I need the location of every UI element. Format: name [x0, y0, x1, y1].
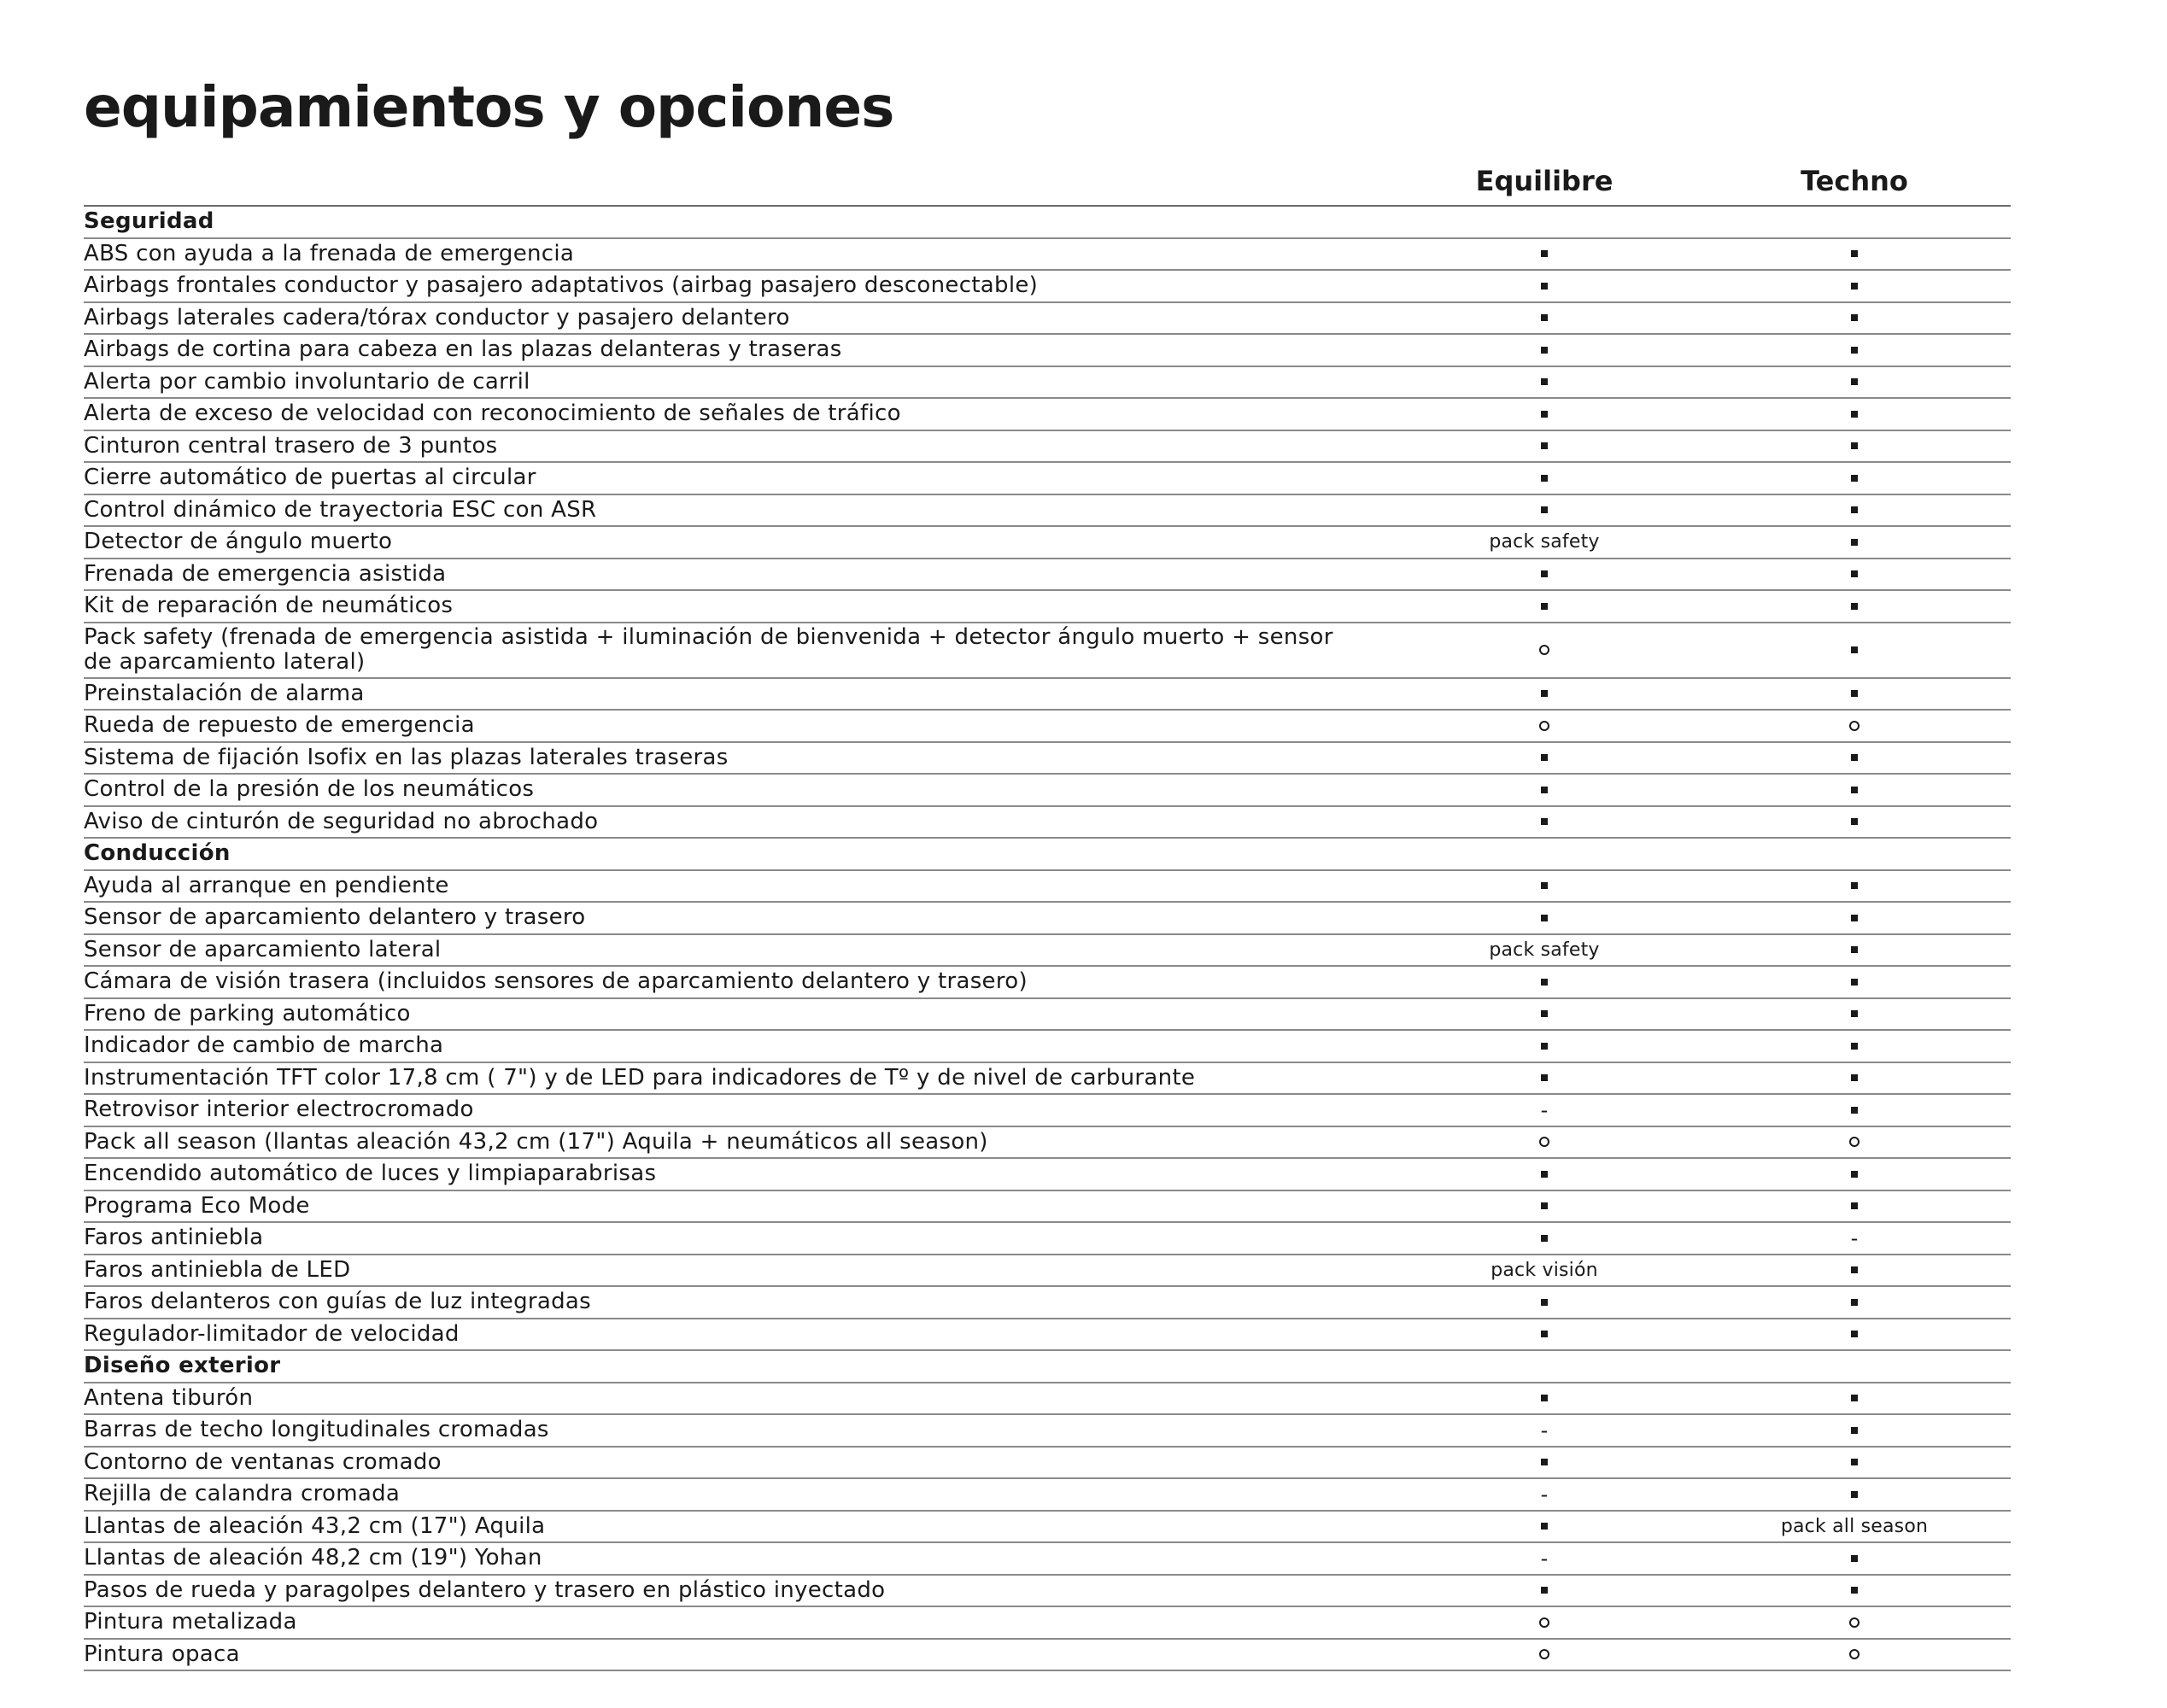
- cell-techno: [1701, 1607, 2008, 1638]
- feature-label: Sensor de aparcamiento lateral: [84, 936, 442, 962]
- standard-marker-icon: [1851, 506, 1858, 513]
- table-row: [84, 1479, 2011, 1512]
- optional-marker-icon: [1539, 721, 1549, 731]
- standard-marker-icon: [1541, 1202, 1548, 1209]
- standard-marker-icon: [1541, 475, 1548, 482]
- table-row: [84, 1640, 2011, 1672]
- standard-marker-icon: [1851, 1555, 1858, 1562]
- table-row: [84, 495, 2011, 528]
- not-available-marker: -: [1540, 1418, 1549, 1442]
- standard-marker-icon: [1541, 1235, 1548, 1242]
- cell-equilibre: [1391, 527, 1698, 558]
- section-header-row: [84, 839, 2011, 871]
- cell-equilibre: [1391, 871, 1698, 902]
- feature-label: Contorno de ventanas cromado: [84, 1448, 442, 1475]
- standard-marker-icon: [1851, 882, 1858, 889]
- feature-label: Airbags frontales conductor y pasajero adaptativos (airbag pasajero desconectable): [84, 272, 1039, 299]
- feature-label: Pintura opaca: [84, 1641, 240, 1667]
- standard-marker-icon: [1851, 818, 1858, 825]
- cell-techno: [1701, 399, 2008, 430]
- cell-techno: [1701, 431, 2008, 462]
- cell-techno: [1701, 495, 2008, 526]
- cell-equilibre: [1391, 743, 1698, 774]
- cell-techno: [1701, 1512, 2008, 1542]
- standard-marker-icon: [1541, 506, 1548, 513]
- cell-techno: [1701, 1127, 2008, 1158]
- cell-techno: [1701, 1640, 2008, 1670]
- cell-equilibre: [1391, 1223, 1698, 1254]
- standard-marker-icon: [1541, 347, 1548, 354]
- feature-label: Antena tiburón: [84, 1384, 254, 1411]
- feature-label: Faros delanteros con guías de luz integradas: [84, 1289, 591, 1315]
- table-row: [84, 775, 2011, 807]
- table-row: [84, 399, 2011, 431]
- table-row: [84, 1607, 2011, 1640]
- cell-equilibre: [1391, 399, 1698, 430]
- cell-equilibre: [1391, 807, 1698, 838]
- table-row: [84, 623, 2011, 679]
- cell-equilibre: [1391, 999, 1698, 1030]
- feature-label: Cierre automático de puertas al circular: [84, 465, 536, 491]
- standard-marker-icon: [1541, 1010, 1548, 1017]
- feature-label: Cinturon central trasero de 3 puntos: [84, 432, 498, 459]
- feature-label: Alerta de exceso de velocidad con reconocimiento de señales de tráfico: [84, 401, 901, 427]
- cell-techno: [1701, 1543, 2008, 1574]
- cell-equilibre: [1391, 1127, 1698, 1158]
- cell-techno: [1701, 1415, 2008, 1446]
- feature-label: Frenada de emergencia asistida: [84, 560, 447, 587]
- cell-techno: [1701, 1095, 2008, 1126]
- cell-equilibre: [1391, 1191, 1698, 1222]
- table-row: [84, 1319, 2011, 1352]
- cell-equilibre: [1391, 1031, 1698, 1062]
- optional-marker-icon: [1539, 645, 1549, 655]
- not-available-marker: -: [1850, 1225, 1859, 1250]
- pack-label: pack visión: [1491, 1259, 1598, 1281]
- cell-techno: [1701, 271, 2008, 301]
- standard-marker-icon: [1851, 283, 1858, 290]
- cell-techno: [1701, 1479, 2008, 1510]
- standard-marker-icon: [1851, 1331, 1858, 1337]
- standard-marker-icon: [1541, 1395, 1548, 1401]
- table-row: [84, 967, 2011, 999]
- cell-equilibre: [1391, 679, 1698, 710]
- cell-equilibre: [1391, 1479, 1698, 1510]
- cell-techno: [1701, 679, 2008, 710]
- standard-marker-icon: [1541, 283, 1548, 290]
- feature-label: Airbags de cortina para cabeza en las plazas delanteras y traseras: [84, 336, 842, 363]
- standard-marker-icon: [1541, 754, 1548, 761]
- cell-equilibre: [1391, 1512, 1698, 1542]
- cell-techno: [1701, 303, 2008, 334]
- table-row: [84, 591, 2011, 623]
- standard-marker-icon: [1851, 1171, 1858, 1178]
- feature-label: Faros antiniebla: [84, 1225, 264, 1251]
- standard-marker-icon: [1851, 539, 1858, 546]
- standard-marker-icon: [1541, 570, 1548, 577]
- standard-marker-icon: [1541, 378, 1548, 385]
- table-row: [84, 527, 2011, 559]
- cell-equilibre: [1391, 1415, 1698, 1446]
- standard-marker-icon: [1541, 1587, 1548, 1594]
- cell-equilibre: [1391, 1576, 1698, 1606]
- cell-equilibre: [1391, 1607, 1698, 1638]
- feature-label: Pintura metalizada: [84, 1609, 297, 1635]
- feature-label: Sensor de aparcamiento delantero y trasero: [84, 904, 586, 931]
- optional-marker-icon: [1849, 721, 1860, 731]
- cell-techno: [1701, 1255, 2008, 1286]
- feature-label: Detector de ángulo muerto: [84, 529, 393, 555]
- cell-equilibre: [1391, 495, 1698, 526]
- cell-equilibre: [1391, 303, 1698, 334]
- cell-techno: [1701, 1191, 2008, 1222]
- table-row: [84, 463, 2011, 495]
- table-row: [84, 1191, 2011, 1224]
- feature-label: Sistema de fijación Isofix en las plazas laterales traseras: [84, 744, 729, 770]
- cell-equilibre: [1391, 239, 1698, 270]
- optional-marker-icon: [1849, 1617, 1860, 1628]
- table-row: [84, 303, 2011, 336]
- feature-label: Instrumentación TFT color 17,8 cm ( 7") y de LED para indicadores de Tº y de nivel de carburante: [84, 1064, 1196, 1091]
- table-row: [84, 1255, 2011, 1288]
- standard-marker-icon: [1851, 347, 1858, 354]
- table-row: [84, 271, 2011, 303]
- table-row: [84, 1159, 2011, 1191]
- optional-marker-icon: [1539, 1649, 1549, 1659]
- cell-equilibre: [1391, 775, 1698, 805]
- cell-equilibre: [1391, 623, 1698, 677]
- standard-marker-icon: [1851, 1107, 1858, 1114]
- cell-techno: [1701, 967, 2008, 997]
- standard-marker-icon: [1541, 1043, 1548, 1050]
- cell-equilibre: [1391, 1383, 1698, 1414]
- standard-marker-icon: [1851, 442, 1858, 449]
- section-header-row: [84, 1351, 2011, 1383]
- cell-equilibre: [1391, 591, 1698, 622]
- table-row: [84, 1543, 2011, 1576]
- cell-equilibre: [1391, 935, 1698, 966]
- standard-marker-icon: [1851, 1043, 1858, 1050]
- standard-marker-icon: [1851, 250, 1858, 257]
- standard-marker-icon: [1851, 646, 1858, 653]
- cell-equilibre: [1391, 463, 1698, 494]
- cell-equilibre: [1391, 1640, 1698, 1670]
- table-row: [84, 903, 2011, 935]
- cell-techno: [1701, 623, 2008, 677]
- cell-equilibre: [1391, 335, 1698, 366]
- not-available-marker: -: [1540, 1097, 1549, 1122]
- cell-techno: [1701, 335, 2008, 366]
- cell-equilibre: [1391, 1159, 1698, 1190]
- section-title: Conducción: [84, 840, 231, 867]
- standard-marker-icon: [1851, 378, 1858, 385]
- cell-equilibre: [1391, 271, 1698, 301]
- table-row: [84, 367, 2011, 400]
- cell-techno: [1701, 775, 2008, 805]
- standard-marker-icon: [1851, 570, 1858, 577]
- cell-equilibre: [1391, 559, 1698, 590]
- standard-marker-icon: [1541, 250, 1548, 257]
- table-row: [84, 1415, 2011, 1448]
- cell-equilibre: [1391, 1255, 1698, 1286]
- feature-label: Barras de techo longitudinales cromadas: [84, 1417, 549, 1443]
- table-row: [84, 679, 2011, 711]
- cell-techno: [1701, 743, 2008, 774]
- pack-label: pack safety: [1489, 531, 1600, 553]
- column-header-techno: Techno: [1801, 165, 1908, 197]
- standard-marker-icon: [1541, 1299, 1548, 1306]
- standard-marker-icon: [1851, 979, 1858, 986]
- feature-label: Regulador-limitador de velocidad: [84, 1320, 460, 1347]
- cell-techno: [1701, 1063, 2008, 1094]
- feature-label: Pasos de rueda y paragolpes delantero y trasero en plástico inyectado: [84, 1576, 886, 1603]
- cell-techno: [1701, 239, 2008, 270]
- standard-marker-icon: [1541, 1074, 1548, 1081]
- cell-techno: [1701, 1159, 2008, 1190]
- feature-label: Indicador de cambio de marcha: [84, 1032, 444, 1059]
- pack-label: pack all season: [1780, 1515, 1929, 1537]
- cell-techno: [1701, 903, 2008, 933]
- table-row: [84, 999, 2011, 1032]
- feature-label: Control dinámico de trayectoria ESC con ASR: [84, 496, 597, 523]
- cell-techno: [1701, 1383, 2008, 1414]
- table-row: [84, 239, 2011, 272]
- feature-label: Preinstalación de alarma: [84, 680, 365, 706]
- standard-marker-icon: [1541, 915, 1548, 921]
- cell-equilibre: [1391, 367, 1698, 398]
- standard-marker-icon: [1851, 1010, 1858, 1017]
- cell-techno: [1701, 1031, 2008, 1062]
- standard-marker-icon: [1851, 475, 1858, 482]
- feature-label: Programa Eco Mode: [84, 1192, 310, 1219]
- cell-techno: [1701, 559, 2008, 590]
- cell-equilibre: [1391, 1287, 1698, 1318]
- cell-equilibre: [1391, 1319, 1698, 1350]
- standard-marker-icon: [1541, 314, 1548, 321]
- cell-equilibre: [1391, 1095, 1698, 1126]
- table-row: [84, 1063, 2011, 1096]
- cell-techno: [1701, 871, 2008, 902]
- standard-marker-icon: [1851, 754, 1858, 761]
- optional-marker-icon: [1539, 1617, 1549, 1628]
- feature-label: Freno de parking automático: [84, 1000, 411, 1027]
- cell-techno: [1701, 591, 2008, 622]
- table-row: [84, 1223, 2011, 1255]
- table-row: [84, 431, 2011, 464]
- section-header-row: [84, 207, 2011, 239]
- standard-marker-icon: [1851, 946, 1858, 953]
- table-row: [84, 743, 2011, 775]
- equipment-table: [84, 207, 2011, 1671]
- standard-marker-icon: [1541, 1331, 1548, 1337]
- table-row: [84, 559, 2011, 592]
- column-header-equilibre: Equilibre: [1475, 165, 1614, 197]
- standard-marker-icon: [1541, 1459, 1548, 1465]
- table-row: [84, 1287, 2011, 1319]
- feature-label: Llantas de aleación 48,2 cm (19") Yohan: [84, 1545, 542, 1571]
- cell-techno: [1701, 1448, 2008, 1478]
- standard-marker-icon: [1851, 1587, 1858, 1594]
- standard-marker-icon: [1851, 1074, 1858, 1081]
- feature-label: Pack safety (frenada de emergencia asistida + iluminación de bienvenida + detector ángulo muerto + sensor de aparcamiento lateral): [84, 624, 1333, 675]
- optional-marker-icon: [1849, 1649, 1860, 1659]
- optional-marker-icon: [1539, 1137, 1549, 1147]
- standard-marker-icon: [1851, 1459, 1858, 1465]
- page-title: equipamientos y opciones: [84, 74, 894, 140]
- standard-marker-icon: [1851, 314, 1858, 321]
- table-row: [84, 1095, 2011, 1127]
- table-row: [84, 807, 2011, 839]
- cell-techno: [1701, 1287, 2008, 1318]
- section-title: Diseño exterior: [84, 1353, 281, 1379]
- not-available-marker: -: [1540, 1546, 1549, 1571]
- standard-marker-icon: [1541, 690, 1548, 697]
- standard-marker-icon: [1541, 1171, 1548, 1178]
- table-row: [84, 711, 2011, 743]
- cell-techno: [1701, 1223, 2008, 1254]
- feature-label: Rueda de repuesto de emergencia: [84, 712, 475, 739]
- table-row: [84, 335, 2011, 367]
- standard-marker-icon: [1851, 1202, 1858, 1209]
- feature-label: Llantas de aleación 43,2 cm (17") Aquila: [84, 1512, 546, 1539]
- cell-techno: [1701, 463, 2008, 494]
- not-available-marker: -: [1540, 1482, 1549, 1506]
- standard-marker-icon: [1851, 1427, 1858, 1434]
- standard-marker-icon: [1851, 1299, 1858, 1306]
- standard-marker-icon: [1851, 1395, 1858, 1401]
- standard-marker-icon: [1851, 1266, 1858, 1273]
- cell-techno: [1701, 999, 2008, 1030]
- cell-techno: [1701, 935, 2008, 966]
- feature-label: Aviso de cinturón de seguridad no abrochado: [84, 808, 599, 834]
- feature-label: Cámara de visión trasera (incluidos sensores de aparcamiento delantero y trasero): [84, 968, 1028, 995]
- cell-equilibre: [1391, 1063, 1698, 1094]
- table-row: [84, 1576, 2011, 1608]
- section-title: Seguridad: [84, 208, 214, 235]
- standard-marker-icon: [1541, 979, 1548, 986]
- cell-equilibre: [1391, 711, 1698, 741]
- feature-label: Encendido automático de luces y limpiaparabrisas: [84, 1161, 657, 1187]
- feature-label: Control de la presión de los neumáticos: [84, 776, 535, 803]
- cell-techno: [1701, 711, 2008, 741]
- cell-techno: [1701, 1576, 2008, 1606]
- standard-marker-icon: [1851, 1491, 1858, 1498]
- standard-marker-icon: [1851, 915, 1858, 921]
- standard-marker-icon: [1541, 603, 1548, 610]
- standard-marker-icon: [1541, 411, 1548, 418]
- standard-marker-icon: [1541, 882, 1548, 889]
- cell-techno: [1701, 527, 2008, 558]
- table-row: [84, 1383, 2011, 1416]
- standard-marker-icon: [1851, 690, 1858, 697]
- table-row: [84, 1448, 2011, 1480]
- feature-label: Retrovisor interior electrocromado: [84, 1097, 474, 1123]
- cell-equilibre: [1391, 903, 1698, 933]
- cell-techno: [1701, 367, 2008, 398]
- table-row: [84, 935, 2011, 968]
- cell-techno: [1701, 807, 2008, 838]
- cell-equilibre: [1391, 431, 1698, 462]
- table-row: [84, 1512, 2011, 1544]
- feature-label: Airbags laterales cadera/tórax conductor y pasajero delantero: [84, 304, 790, 330]
- cell-equilibre: [1391, 1543, 1698, 1574]
- feature-label: Faros antiniebla de LED: [84, 1256, 351, 1283]
- standard-marker-icon: [1851, 787, 1858, 793]
- feature-label: Pack all season (llantas aleación 43,2 cm (17") Aquila + neumáticos all season): [84, 1128, 988, 1155]
- standard-marker-icon: [1541, 1523, 1548, 1530]
- feature-label: Ayuda al arranque en pendiente: [84, 872, 449, 898]
- feature-label: ABS con ayuda a la frenada de emergencia: [84, 240, 575, 266]
- table-row: [84, 1031, 2011, 1063]
- standard-marker-icon: [1541, 442, 1548, 449]
- cell-equilibre: [1391, 1448, 1698, 1478]
- standard-marker-icon: [1541, 818, 1548, 825]
- feature-label: Rejilla de calandra cromada: [84, 1481, 401, 1507]
- standard-marker-icon: [1541, 787, 1548, 793]
- table-row: [84, 1127, 2011, 1160]
- cell-techno: [1701, 1319, 2008, 1350]
- table-row: [84, 871, 2011, 904]
- standard-marker-icon: [1851, 603, 1858, 610]
- cell-equilibre: [1391, 967, 1698, 997]
- feature-label: Alerta por cambio involuntario de carril: [84, 368, 530, 395]
- feature-label: Kit de reparación de neumáticos: [84, 593, 454, 619]
- standard-marker-icon: [1851, 411, 1858, 418]
- pack-label: pack safety: [1489, 939, 1600, 961]
- optional-marker-icon: [1849, 1137, 1860, 1147]
